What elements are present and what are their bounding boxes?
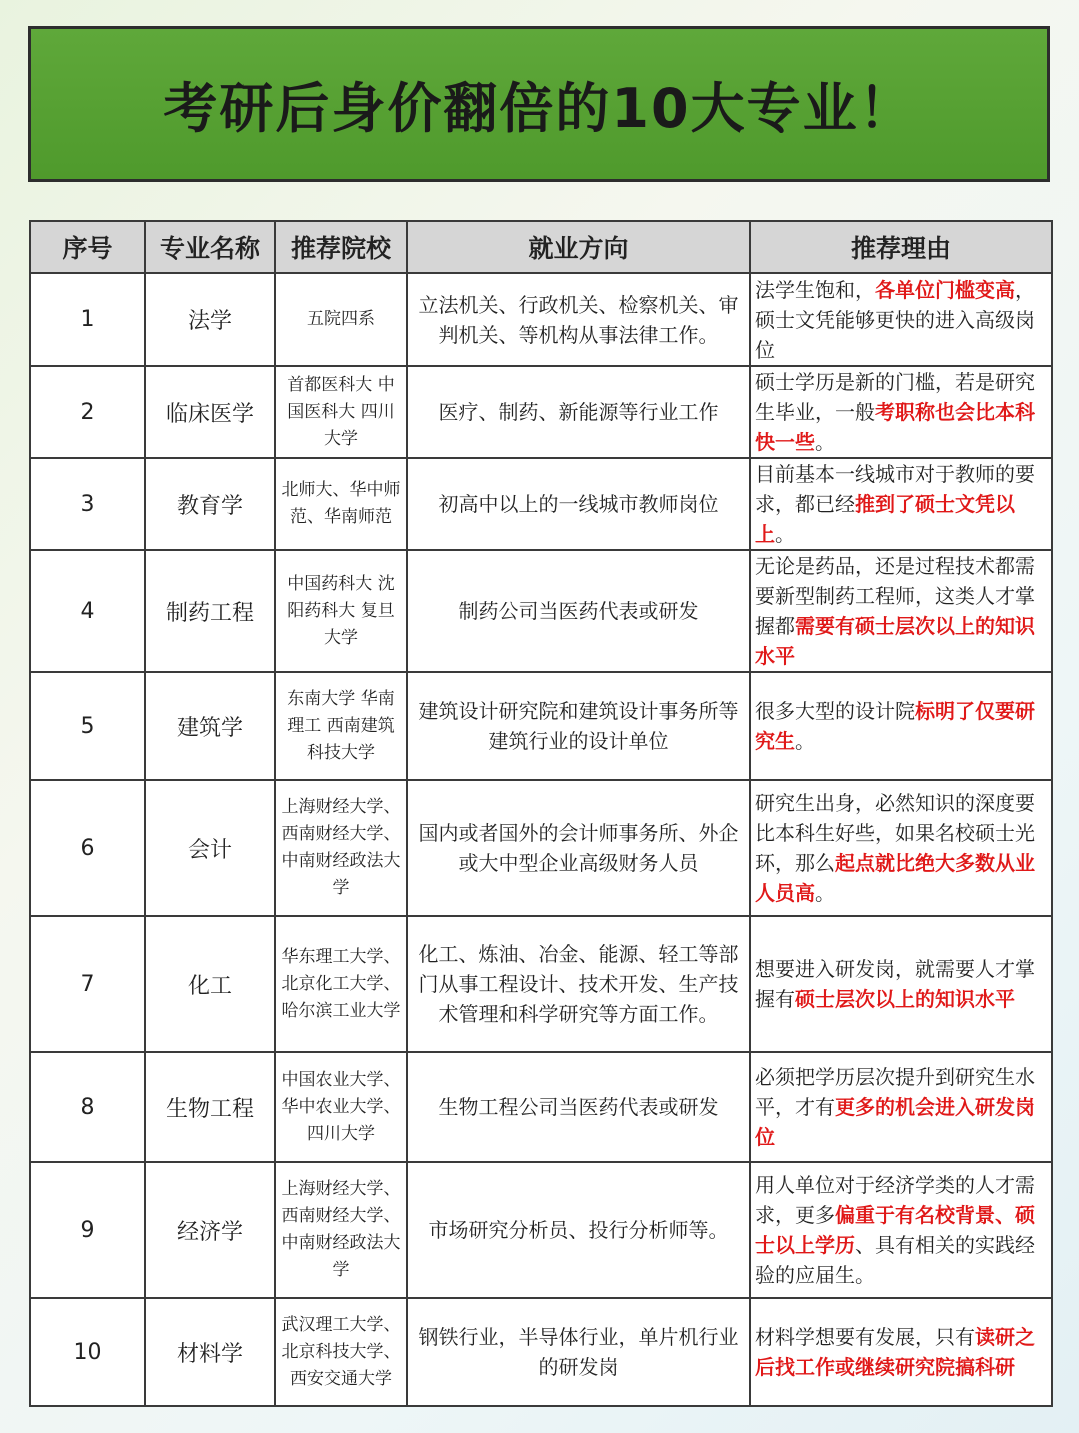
reason-text: 目前基本一线城市对于教师的要求，都已经 <box>755 462 1035 516</box>
majors-table <box>29 220 1053 1407</box>
career-direction: 生物工程公司当医药代表或研发 <box>407 1052 750 1162</box>
table-row <box>30 550 1052 672</box>
reason-highlight: 更多的机会进入研发岗位 <box>755 1095 1035 1149</box>
reason-highlight: 需要有硕士层次以上的知识水平 <box>755 614 1035 668</box>
recommend-reason <box>750 550 1052 672</box>
major-name: 生物工程 <box>145 1052 275 1162</box>
header-job: 就业方向 <box>407 221 750 273</box>
header-schools: 推荐院校 <box>275 221 407 273</box>
recommended-schools: 首都医科大 中国医科大 四川大学 <box>275 366 407 458</box>
row-number: 7 <box>30 916 145 1052</box>
reason-text: 很多大型的设计院 <box>755 699 915 723</box>
career-direction: 建筑设计研究院和建筑设计事务所等建筑行业的设计单位 <box>407 672 750 780</box>
table-row <box>30 672 1052 780</box>
career-direction: 市场研究分析员、投行分析师等。 <box>407 1162 750 1298</box>
header-no: 序号 <box>30 221 145 273</box>
page-title: 考研后身价翻倍的10大专业！ <box>163 76 915 140</box>
recommended-schools: 武汉理工大学、北京科技大学、西安交通大学 <box>275 1298 407 1406</box>
table-row <box>30 780 1052 916</box>
reason-text-tail: 。 <box>775 522 795 546</box>
reason-text: 法学生饱和， <box>755 277 875 302</box>
row-number: 6 <box>30 780 145 916</box>
career-direction: 初高中以上的一线城市教师岗位 <box>407 458 750 550</box>
row-number: 5 <box>30 672 145 780</box>
recommend-reason <box>750 458 1052 550</box>
reason-highlight: 偏重于有名校背景、硕士以上学历 <box>755 1203 1035 1257</box>
career-direction: 立法机关、行政机关、检察机关、审判机关、等机构从事法律工作。 <box>407 273 750 366</box>
row-number: 4 <box>30 550 145 672</box>
recommended-schools: 中国农业大学、华中农业大学、四川大学 <box>275 1052 407 1162</box>
reason-highlight: 考职称也会比本科快一些 <box>755 400 1035 454</box>
major-name: 经济学 <box>145 1162 275 1298</box>
recommend-reason <box>750 366 1052 458</box>
major-name: 建筑学 <box>145 672 275 780</box>
row-number: 9 <box>30 1162 145 1298</box>
table-row <box>30 1298 1052 1406</box>
recommended-schools: 五院四系 <box>275 273 407 366</box>
reason-text-tail: 。 <box>815 430 835 454</box>
row-number: 2 <box>30 366 145 458</box>
table-header-row <box>30 221 1052 273</box>
row-number: 10 <box>30 1298 145 1406</box>
row-number: 1 <box>30 273 145 366</box>
table-row <box>30 916 1052 1052</box>
reason-highlight: 起点就比绝大多数从业人员高 <box>755 851 1035 905</box>
row-number: 8 <box>30 1052 145 1162</box>
reason-text-tail: 。 <box>795 729 815 753</box>
recommend-reason <box>750 1052 1052 1162</box>
career-direction: 钢铁行业，半导体行业，单片机行业的研发岗 <box>407 1298 750 1406</box>
recommended-schools: 上海财经大学、西南财经大学、中南财经政法大学 <box>275 780 407 916</box>
reason-text: 用人单位对于经济学类的人才需求，更多 <box>755 1173 1035 1227</box>
reason-highlight: 读研之后找工作或继续研究院搞科研 <box>755 1325 1035 1379</box>
recommended-schools: 上海财经大学、西南财经大学、中南财经政法大学 <box>275 1162 407 1298</box>
reason-text: 材料学想要有发展，只有 <box>755 1325 975 1349</box>
reason-text: 硕士学历是新的门槛，若是研究生毕业，一般 <box>755 370 1035 424</box>
reason-text-tail: ，硕士文凭能够更快的进入高级岗位 <box>755 277 1035 362</box>
table-row <box>30 1162 1052 1298</box>
title-banner <box>28 26 1050 182</box>
reason-text: 研究生出身，必然知识的深度要比本科生好些，如果名校硕士光环，那么 <box>755 791 1035 875</box>
recommend-reason <box>750 1298 1052 1406</box>
reason-text: 想要进入研发岗，就需要人才掌握有 <box>755 957 1035 1011</box>
reason-highlight: 推到了硕士文凭以上 <box>755 492 1015 546</box>
recommended-schools: 北师大、华中师范、华南师范 <box>275 458 407 550</box>
table-row <box>30 458 1052 550</box>
reason-text-tail: 、具有相关的实践经验的应届生。 <box>755 1233 1035 1287</box>
recommend-reason <box>750 1162 1052 1298</box>
career-direction: 医疗、制药、新能源等行业工作 <box>407 366 750 458</box>
header-major: 专业名称 <box>145 221 275 273</box>
recommend-reason <box>750 273 1052 366</box>
reason-text: 无论是药品，还是过程技术都需要新型制药工程师，这类人才掌握都 <box>755 554 1035 638</box>
career-direction: 国内或者国外的会计师事务所、外企或大中型企业高级财务人员 <box>407 780 750 916</box>
table-row <box>30 273 1052 366</box>
recommend-reason <box>750 780 1052 916</box>
reason-highlight: 硕士层次以上的知识水平 <box>795 987 1015 1011</box>
row-number: 3 <box>30 458 145 550</box>
reason-text-tail: 。 <box>815 881 835 905</box>
table-row <box>30 1052 1052 1162</box>
major-name: 会计 <box>145 780 275 916</box>
major-name: 材料学 <box>145 1298 275 1406</box>
reason-highlight: 标明了仅要研究生 <box>755 699 1035 753</box>
major-name: 教育学 <box>145 458 275 550</box>
recommended-schools: 中国药科大 沈阳药科大 复旦大学 <box>275 550 407 672</box>
career-direction: 化工、炼油、冶金、能源、轻工等部门从事工程设计、技术开发、生产技术管理和科学研究等方面工作。 <box>407 916 750 1052</box>
recommended-schools: 华东理工大学、北京化工大学、哈尔滨工业大学 <box>275 916 407 1052</box>
recommend-reason <box>750 672 1052 780</box>
major-name: 法学 <box>145 273 275 366</box>
table-row <box>30 366 1052 458</box>
major-name: 临床医学 <box>145 366 275 458</box>
reason-highlight: 各单位门槛变高 <box>875 277 1015 302</box>
reason-text: 必须把学历层次提升到研究生水平，才有 <box>755 1065 1035 1119</box>
header-reason: 推荐理由 <box>750 221 1052 273</box>
recommend-reason <box>750 916 1052 1052</box>
recommended-schools: 东南大学 华南理工 西南建筑科技大学 <box>275 672 407 780</box>
career-direction: 制药公司当医药代表或研发 <box>407 550 750 672</box>
major-name: 化工 <box>145 916 275 1052</box>
major-name: 制药工程 <box>145 550 275 672</box>
